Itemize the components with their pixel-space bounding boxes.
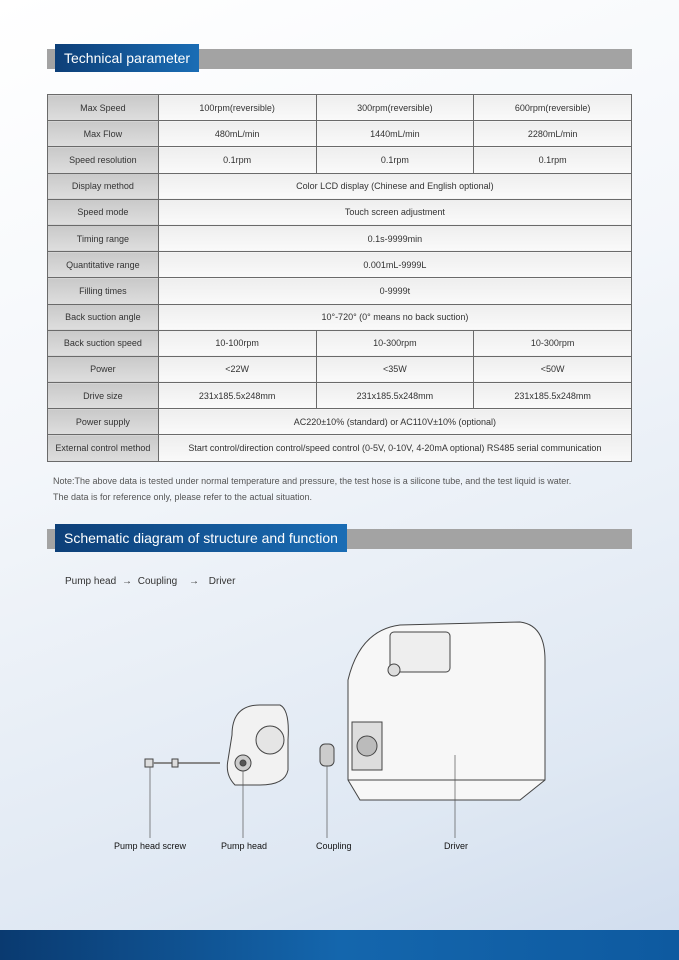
cell: Color LCD display (Chinese and English optional) — [158, 173, 631, 199]
row-label: Speed mode — [48, 199, 159, 225]
cell: 1440mL/min — [316, 121, 474, 147]
cell: 10-300rpm — [474, 330, 632, 356]
cell: <50W — [474, 356, 632, 382]
coupling — [320, 744, 334, 766]
cell: 600rpm(reversible) — [474, 95, 632, 121]
pump-head-screw — [145, 759, 220, 767]
flow-coupling: Coupling — [137, 576, 178, 587]
driver — [348, 622, 545, 800]
section-title: Schematic diagram of structure and function — [55, 524, 347, 552]
section-title: Technical parameter — [55, 44, 199, 72]
cell: 300rpm(reversible) — [316, 95, 474, 121]
row-label: Back suction speed — [48, 330, 159, 356]
cell: AC220±10% (standard) or AC110V±10% (optional) — [158, 409, 631, 435]
cell: 231x185.5x248mm — [316, 383, 474, 409]
row-label: Max Speed — [48, 95, 159, 121]
cell: Touch screen adjustment — [158, 199, 631, 225]
row-label: Power — [48, 356, 159, 382]
cell: 0-9999t — [158, 278, 631, 304]
cell: <35W — [316, 356, 474, 382]
row-label: Max Flow — [48, 121, 159, 147]
row-label: Filling times — [48, 278, 159, 304]
row-label: Quantitative range — [48, 252, 159, 278]
row-label: External control method — [48, 435, 159, 461]
pump-head — [227, 705, 288, 785]
cell: Start control/direction control/speed control (0-5V, 0-10V, 4-20mA optional) RS485 serial communication — [158, 435, 631, 461]
footer-bar — [0, 930, 679, 960]
caption-pump-head-screw: Pump head screw — [114, 841, 187, 851]
cell: 0.1rpm — [158, 147, 316, 173]
cell: <22W — [158, 356, 316, 382]
flow-driver: Driver — [208, 576, 236, 587]
cell: 10°-720° (0° means no back suction) — [158, 304, 631, 330]
cell: 0.1s-9999min — [158, 225, 631, 251]
note-line: The data is for reference only, please refer to the actual situation. — [53, 491, 312, 502]
cell: 2280mL/min — [474, 121, 632, 147]
caption-coupling: Coupling — [316, 841, 352, 851]
row-label: Timing range — [48, 225, 159, 251]
cell: 231x185.5x248mm — [474, 383, 632, 409]
row-label: Drive size — [48, 383, 159, 409]
cell: 0.1rpm — [474, 147, 632, 173]
arrow-icon: → — [188, 576, 199, 587]
caption-driver: Driver — [444, 841, 468, 851]
note-line: Note:The above data is tested under normal temperature and pressure, the test hose is a silicone tube, and the test liquid is water. — [53, 476, 572, 486]
cell: 10-100rpm — [158, 330, 316, 356]
cell: 10-300rpm — [316, 330, 474, 356]
row-label: Display method — [48, 173, 159, 199]
arrow-icon: → — [121, 576, 132, 587]
cell: 0.1rpm — [316, 147, 474, 173]
cell: 480mL/min — [158, 121, 316, 147]
flow-pump-head: Pump head — [65, 576, 117, 587]
row-label: Back suction angle — [48, 304, 159, 330]
caption-pump-head: Pump head — [221, 841, 268, 851]
cell: 0.001mL-9999L — [158, 252, 631, 278]
row-label: Speed resolution — [48, 147, 159, 173]
cell: 100rpm(reversible) — [158, 95, 316, 121]
cell: 231x185.5x248mm — [158, 383, 316, 409]
row-label: Power supply — [48, 409, 159, 435]
